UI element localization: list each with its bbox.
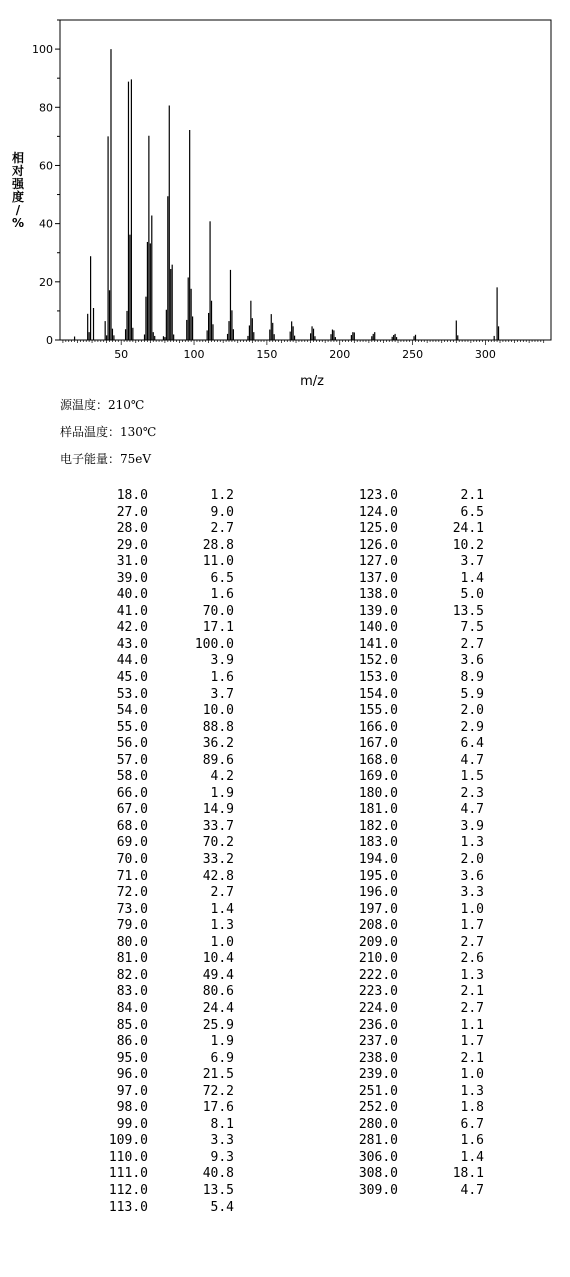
- peak-intensity: 6.5: [210, 570, 234, 586]
- x-axis: [63, 340, 544, 361]
- y-axis-label-char: 对: [11, 164, 25, 178]
- peak-intensity: 2.1: [460, 1050, 484, 1066]
- peak-table-row: [96, 571, 234, 588]
- peak-intensity: 2.7: [210, 885, 234, 901]
- peak-table-row: [346, 703, 484, 720]
- peak-table-row: [346, 1100, 484, 1117]
- y-axis-label: [11, 150, 25, 230]
- peak-mz: 97.0: [116, 1083, 148, 1099]
- peak-intensity: 4.7: [460, 752, 484, 768]
- peak-table-row: [346, 869, 484, 886]
- peak-mz: 58.0: [116, 769, 148, 785]
- peak-intensity: 17.1: [202, 620, 234, 636]
- peak-table-row: [346, 902, 484, 919]
- peak-intensity: 10.2: [452, 537, 484, 553]
- peak-table-row: [346, 538, 484, 555]
- peak-mz: 180.0: [358, 785, 398, 801]
- peak-intensity: 49.4: [202, 967, 234, 983]
- peak-mz: 138.0: [358, 587, 398, 603]
- peak-table-row: [346, 835, 484, 852]
- peak-mz: 81.0: [116, 951, 148, 967]
- peak-mz: 152.0: [358, 653, 398, 669]
- x-axis-label: m/z: [300, 374, 324, 389]
- peak-intensity: 70.0: [202, 603, 234, 619]
- peak-table-row: [96, 935, 234, 952]
- peak-mz: 57.0: [116, 752, 148, 768]
- peak-intensity: 1.3: [460, 967, 484, 983]
- peak-mz: 109.0: [108, 1133, 148, 1149]
- peak-intensity: 36.2: [202, 736, 234, 752]
- peak-intensity: 100.0: [194, 636, 234, 652]
- peak-intensity: 24.1: [452, 521, 484, 537]
- peak-mz: 236.0: [358, 1017, 398, 1033]
- peak-mz: 40.0: [116, 587, 148, 603]
- y-axis-label-char: 度: [11, 190, 25, 204]
- x-tick-label: 250: [402, 348, 424, 361]
- peak-table-row: [96, 720, 234, 737]
- peak-mz: 280.0: [358, 1116, 398, 1132]
- peak-intensity: 2.9: [460, 719, 484, 735]
- peak-mz: 43.0: [116, 636, 148, 652]
- peak-mz: 195.0: [358, 868, 398, 884]
- peak-intensity: 11.0: [202, 554, 234, 570]
- x-tick-label: 300: [474, 348, 496, 361]
- peak-intensity: 7.5: [460, 620, 484, 636]
- peak-intensity: 24.4: [202, 1000, 234, 1016]
- peak-table-row: [96, 604, 234, 621]
- peak-table-row: [96, 1034, 234, 1051]
- peak-table-row: [346, 1117, 484, 1134]
- x-tick-label: 100: [183, 348, 205, 361]
- peak-table-row: [96, 1100, 234, 1117]
- peak-table-row: [346, 769, 484, 786]
- peak-mz: 44.0: [116, 653, 148, 669]
- spectrum-peaks: [75, 49, 499, 340]
- peak-table-row: [96, 918, 234, 935]
- peak-mz: 169.0: [358, 769, 398, 785]
- peak-intensity: 2.0: [460, 703, 484, 719]
- peak-intensity: 21.5: [202, 1067, 234, 1083]
- peak-mz: 68.0: [116, 818, 148, 834]
- y-tick-label: 100: [32, 43, 53, 57]
- peak-table-row: [96, 653, 234, 670]
- sample-temperature: 样品温度：130℃: [60, 425, 157, 439]
- peak-table-row: [96, 736, 234, 753]
- peak-table-row: [96, 1150, 234, 1167]
- peak-intensity: 3.9: [210, 653, 234, 669]
- peak-intensity: 8.9: [460, 670, 484, 686]
- peak-intensity: 3.6: [460, 653, 484, 669]
- peak-intensity: 1.3: [460, 835, 484, 851]
- peak-mz: 69.0: [116, 835, 148, 851]
- peak-mz: 222.0: [358, 967, 398, 983]
- peak-mz: 83.0: [116, 984, 148, 1000]
- peak-intensity: 2.7: [460, 1000, 484, 1016]
- peak-mz: 67.0: [116, 802, 148, 818]
- peak-table-row: [96, 1166, 234, 1183]
- peak-intensity: 1.0: [460, 1067, 484, 1083]
- peak-mz: 196.0: [358, 885, 398, 901]
- peak-table-row: [96, 786, 234, 803]
- peak-mz: 112.0: [108, 1182, 148, 1198]
- peak-table-row: [346, 1150, 484, 1167]
- y-axis-label-char: 相: [11, 151, 25, 165]
- peak-intensity: 1.4: [460, 1149, 484, 1165]
- peak-intensity: 1.9: [210, 1034, 234, 1050]
- peak-intensity: 1.9: [210, 785, 234, 801]
- peak-table-row: [96, 1001, 234, 1018]
- peak-mz: 111.0: [108, 1166, 148, 1182]
- peak-intensity: 2.1: [460, 488, 484, 503]
- peak-mz: 99.0: [116, 1116, 148, 1132]
- peak-mz: 137.0: [358, 570, 398, 586]
- peak-mz: 153.0: [358, 670, 398, 686]
- peak-table-row: [96, 769, 234, 786]
- peak-mz: 194.0: [358, 852, 398, 868]
- peak-table-row: [96, 505, 234, 522]
- peak-mz: 209.0: [358, 934, 398, 950]
- peak-table-left-column: [96, 488, 234, 1216]
- peak-mz: 197.0: [358, 901, 398, 917]
- peak-intensity: 80.6: [202, 984, 234, 1000]
- peak-mz: 71.0: [116, 868, 148, 884]
- peak-table-row: [96, 802, 234, 819]
- peak-table-row: [96, 538, 234, 555]
- peak-intensity: 1.0: [210, 934, 234, 950]
- peak-table-right-column: [346, 488, 484, 1200]
- peak-intensity: 5.0: [460, 587, 484, 603]
- peak-table-row: [96, 902, 234, 919]
- peak-mz: 251.0: [358, 1083, 398, 1099]
- peak-intensity: 2.7: [210, 521, 234, 537]
- peak-mz: 155.0: [358, 703, 398, 719]
- peak-mz: 252.0: [358, 1100, 398, 1116]
- peak-table-row: [346, 1067, 484, 1084]
- peak-mz: 96.0: [116, 1067, 148, 1083]
- peak-mz: 281.0: [358, 1133, 398, 1149]
- peak-mz: 66.0: [116, 785, 148, 801]
- peak-mz: 27.0: [116, 504, 148, 520]
- peak-intensity: 2.6: [460, 951, 484, 967]
- peak-table-row: [346, 505, 484, 522]
- peak-intensity: 40.8: [202, 1166, 234, 1182]
- peak-mz: 41.0: [116, 603, 148, 619]
- peak-table-row: [346, 819, 484, 836]
- peak-intensity: 33.2: [202, 852, 234, 868]
- peak-table-row: [96, 819, 234, 836]
- peak-table-row: [346, 753, 484, 770]
- peak-intensity: 1.5: [460, 769, 484, 785]
- peak-mz: 223.0: [358, 984, 398, 1000]
- peak-intensity: 1.0: [460, 901, 484, 917]
- peak-mz: 123.0: [358, 488, 398, 503]
- peak-table-row: [346, 1084, 484, 1101]
- peak-mz: 237.0: [358, 1034, 398, 1050]
- peak-table-row: [96, 637, 234, 654]
- peak-mz: 53.0: [116, 686, 148, 702]
- peak-mz: 56.0: [116, 736, 148, 752]
- electron-energy: 电子能量：75eV: [60, 452, 152, 466]
- peak-intensity: 6.7: [460, 1116, 484, 1132]
- peak-intensity: 2.1: [460, 984, 484, 1000]
- peak-table-row: [96, 554, 234, 571]
- peak-mz: 238.0: [358, 1050, 398, 1066]
- peak-intensity: 2.7: [460, 934, 484, 950]
- peak-table-row: [346, 554, 484, 571]
- peak-intensity: 28.8: [202, 537, 234, 553]
- peak-intensity: 1.7: [460, 918, 484, 934]
- peak-intensity: 1.6: [460, 1133, 484, 1149]
- peak-table-row: [346, 670, 484, 687]
- peak-table-row: [346, 653, 484, 670]
- x-tick-label: 200: [329, 348, 351, 361]
- peak-intensity: 4.2: [210, 769, 234, 785]
- peak-table-row: [96, 1084, 234, 1101]
- peak-table-row: [346, 1051, 484, 1068]
- peak-table-row: [96, 521, 234, 538]
- peak-mz: 208.0: [358, 918, 398, 934]
- peak-mz: 140.0: [358, 620, 398, 636]
- peak-intensity: 1.7: [460, 1034, 484, 1050]
- peak-table-row: [346, 951, 484, 968]
- peak-table-row: [96, 835, 234, 852]
- peak-table-row: [346, 786, 484, 803]
- peak-mz: 139.0: [358, 603, 398, 619]
- peak-intensity: 13.5: [452, 603, 484, 619]
- peak-table-row: [96, 984, 234, 1001]
- peak-table-row: [346, 620, 484, 637]
- peak-mz: 80.0: [116, 934, 148, 950]
- peak-mz: 210.0: [358, 951, 398, 967]
- peak-mz: 54.0: [116, 703, 148, 719]
- peak-table-row: [96, 1051, 234, 1068]
- peak-intensity: 1.6: [210, 587, 234, 603]
- peak-table-row: [346, 571, 484, 588]
- peak-intensity: 1.8: [460, 1100, 484, 1116]
- peak-table-row: [96, 620, 234, 637]
- peak-intensity: 1.3: [460, 1083, 484, 1099]
- peak-table-row: [96, 951, 234, 968]
- peak-mz: 28.0: [116, 521, 148, 537]
- peak-table-row: [346, 488, 484, 505]
- x-tick-label: 50: [114, 348, 129, 361]
- peak-table-row: [346, 935, 484, 952]
- y-axis-label-char: 强: [11, 177, 25, 191]
- peak-intensity: 3.7: [210, 686, 234, 702]
- plot-border: [60, 20, 551, 340]
- peak-intensity: 3.6: [460, 868, 484, 884]
- peak-table-row: [346, 885, 484, 902]
- peak-table-row: [346, 604, 484, 621]
- peak-intensity: 14.9: [202, 802, 234, 818]
- y-axis-label-char: /: [15, 203, 21, 217]
- peak-intensity: 9.0: [210, 504, 234, 520]
- peak-mz: 124.0: [358, 504, 398, 520]
- peak-table-row: [96, 703, 234, 720]
- peak-mz: 127.0: [358, 554, 398, 570]
- peak-table-row: [96, 852, 234, 869]
- peak-mz: 45.0: [116, 670, 148, 686]
- y-tick-label: 0: [46, 334, 53, 347]
- peak-intensity: 18.1: [452, 1166, 484, 1182]
- peak-table-row: [96, 1067, 234, 1084]
- peak-table-row: [96, 1133, 234, 1150]
- peak-table-row: [346, 1133, 484, 1150]
- peak-mz: 84.0: [116, 1000, 148, 1016]
- peak-table-row: [346, 802, 484, 819]
- peak-intensity: 17.6: [202, 1100, 234, 1116]
- peak-table-row: [346, 1001, 484, 1018]
- peak-table-row: [346, 736, 484, 753]
- peak-mz: 306.0: [358, 1149, 398, 1165]
- peak-mz: 125.0: [358, 521, 398, 537]
- peak-intensity: 6.4: [460, 736, 484, 752]
- peak-mz: 70.0: [116, 852, 148, 868]
- peak-mz: 309.0: [358, 1182, 398, 1198]
- peak-mz: 98.0: [116, 1100, 148, 1116]
- peak-mz: 308.0: [358, 1166, 398, 1182]
- peak-intensity: 2.3: [460, 785, 484, 801]
- peak-intensity: 70.2: [202, 835, 234, 851]
- peak-intensity: 1.1: [460, 1017, 484, 1033]
- peak-mz: 79.0: [116, 918, 148, 934]
- peak-mz: 72.0: [116, 885, 148, 901]
- peak-mz: 31.0: [116, 554, 148, 570]
- peak-mz: 95.0: [116, 1050, 148, 1066]
- peak-table-row: [346, 637, 484, 654]
- peak-table-row: [346, 1018, 484, 1035]
- peak-table-row: [96, 670, 234, 687]
- peak-intensity: 6.9: [210, 1050, 234, 1066]
- peak-table-row: [96, 869, 234, 886]
- peak-table-row: [96, 753, 234, 770]
- peak-intensity: 8.1: [210, 1116, 234, 1132]
- peak-intensity: 6.5: [460, 504, 484, 520]
- peak-mz: 73.0: [116, 901, 148, 917]
- peak-table-row: [346, 984, 484, 1001]
- peak-mz: 154.0: [358, 686, 398, 702]
- peak-mz: 86.0: [116, 1034, 148, 1050]
- x-tick-label: 150: [256, 348, 278, 361]
- peak-mz: 182.0: [358, 818, 398, 834]
- peak-intensity: 33.7: [202, 818, 234, 834]
- peak-intensity: 10.0: [202, 703, 234, 719]
- peak-table-row: [346, 918, 484, 935]
- peak-intensity: 3.7: [460, 554, 484, 570]
- peak-table-row: [346, 1166, 484, 1183]
- y-tick-label: 80: [39, 101, 53, 115]
- peak-mz: 166.0: [358, 719, 398, 735]
- peak-intensity: 10.4: [202, 951, 234, 967]
- peak-table-row: [96, 968, 234, 985]
- peak-mz: 82.0: [116, 967, 148, 983]
- mass-spectrum-chart: [0, 0, 570, 390]
- peak-table-row: [96, 1183, 234, 1200]
- peak-table-row: [96, 885, 234, 902]
- peak-intensity: 5.9: [460, 686, 484, 702]
- peak-intensity: 1.6: [210, 670, 234, 686]
- peak-mz: 181.0: [358, 802, 398, 818]
- peak-table-row: [346, 521, 484, 538]
- peak-table-row: [346, 1183, 484, 1200]
- peak-mz: 183.0: [358, 835, 398, 851]
- peak-mz: 42.0: [116, 620, 148, 636]
- peak-mz: 85.0: [116, 1017, 148, 1033]
- source-temperature: 源温度：210℃: [60, 398, 145, 412]
- peak-mz: 39.0: [116, 570, 148, 586]
- peak-mz: 224.0: [358, 1000, 398, 1016]
- peak-intensity: 4.7: [460, 1182, 484, 1198]
- y-axis-label-char: %: [11, 216, 25, 230]
- peak-table-row: [346, 587, 484, 604]
- peak-table-row: [96, 1117, 234, 1134]
- peak-intensity: 25.9: [202, 1017, 234, 1033]
- peak-intensity: 42.8: [202, 868, 234, 884]
- plot-frame: [60, 20, 551, 340]
- peak-intensity: 2.0: [460, 852, 484, 868]
- peak-intensity: 1.2: [210, 488, 234, 503]
- peak-intensity: 9.3: [210, 1149, 234, 1165]
- peak-mz: 113.0: [108, 1199, 148, 1215]
- peak-mz: 29.0: [116, 537, 148, 553]
- peak-table-row: [346, 852, 484, 869]
- peak-mz: 239.0: [358, 1067, 398, 1083]
- peak-table-row: [346, 968, 484, 985]
- peak-intensity: 72.2: [202, 1083, 234, 1099]
- peak-intensity: 1.4: [210, 901, 234, 917]
- peak-intensity: 2.7: [460, 636, 484, 652]
- peak-intensity: 13.5: [202, 1182, 234, 1198]
- peak-mz: 55.0: [116, 719, 148, 735]
- peak-table-row: [96, 1018, 234, 1035]
- peak-intensity: 88.8: [202, 719, 234, 735]
- peak-intensity: 4.7: [460, 802, 484, 818]
- peak-table-row: [346, 1034, 484, 1051]
- peak-table-row: [346, 687, 484, 704]
- peak-mz: 18.0: [116, 488, 148, 503]
- peak-intensity: 3.9: [460, 818, 484, 834]
- peak-intensity: 3.3: [460, 885, 484, 901]
- peak-table-row: [96, 687, 234, 704]
- peak-intensity: 1.3: [210, 918, 234, 934]
- peak-intensity: 89.6: [202, 752, 234, 768]
- peak-intensity: 1.4: [460, 570, 484, 586]
- peak-table-row: [96, 488, 234, 505]
- peak-mz: 168.0: [358, 752, 398, 768]
- peak-mz: 141.0: [358, 636, 398, 652]
- y-tick-label: 20: [39, 275, 53, 289]
- peak-table-row: [96, 1200, 234, 1217]
- peak-intensity: 3.3: [210, 1133, 234, 1149]
- peak-intensity: 5.4: [210, 1199, 234, 1215]
- y-axis: [32, 20, 60, 347]
- peak-mz: 167.0: [358, 736, 398, 752]
- y-tick-label: 60: [39, 159, 53, 173]
- peak-table-row: [96, 587, 234, 604]
- peak-table-row: [346, 720, 484, 737]
- y-tick-label: 40: [39, 217, 53, 231]
- peak-mz: 126.0: [358, 537, 398, 553]
- peak-mz: 110.0: [108, 1149, 148, 1165]
